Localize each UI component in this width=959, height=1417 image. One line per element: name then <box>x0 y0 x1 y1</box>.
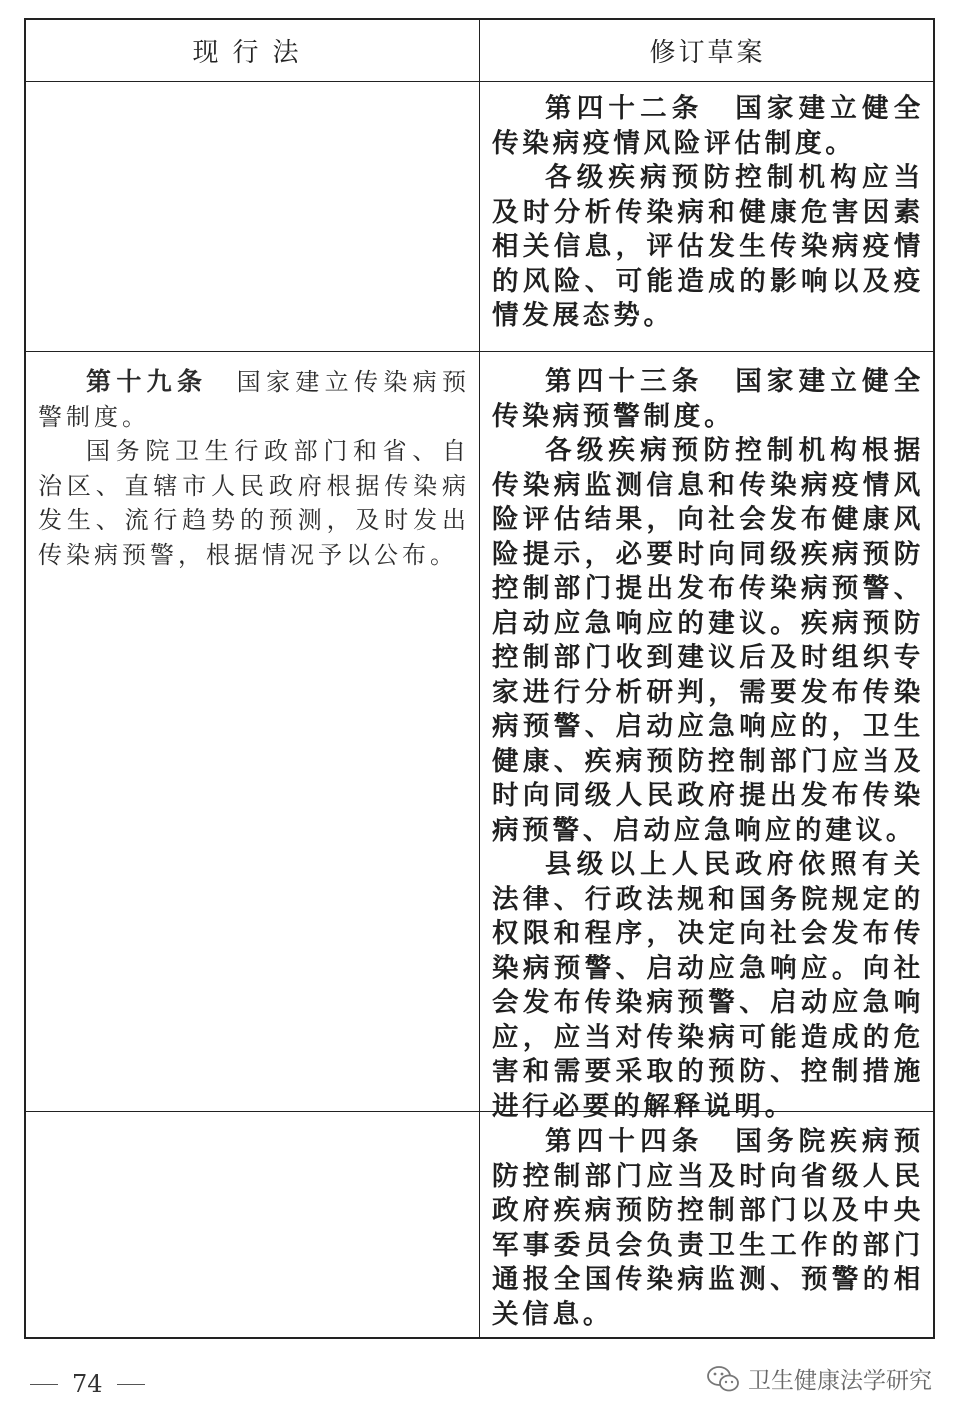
draft-paragraph: 各级疾病预防控制机构应当及时分析传染病和健康危害因素相关信息，评估发生传染病疫情的风险、可能造成的影响以及疫情发展态势。 <box>492 162 924 331</box>
current-law-paragraph: 国务院卫生行政部门和省、自治区、直辖市人民政府根据传染病发生、流行趋势的预测，及时发出传染病预警，根据情况予以公布。 <box>38 437 470 569</box>
row-divider <box>26 351 933 352</box>
header-current-law: 现行法 <box>192 38 313 68</box>
column-divider <box>479 20 480 1337</box>
article-number: 第十九条 <box>86 367 208 396</box>
watermark <box>706 1362 932 1395</box>
header-draft: 修订草案 <box>649 38 766 68</box>
current-law-paragraph <box>38 365 470 434</box>
row-divider <box>26 81 933 82</box>
comparison-table <box>24 18 935 1339</box>
footer-dash <box>117 1384 145 1385</box>
draft-paragraph: 各级疾病预防控制机构根据传染病监测信息和传染病疫情风险评估结果，向社会发布健康风险提示，必要时向同级疾病预防控制部门提出发布传染病预警、启动应急响应的建议。疾病预防控制部门收到建议后及时组织专家进行分析研判，需要发布传染病预警、启动应急响应的，卫生健康、疾病预防控制部门应当及时向同级人民政府提出发布传染病预警、启动应急响应的建议。 <box>492 435 924 846</box>
wechat-icon <box>706 1364 740 1394</box>
current-law-cell-row2 <box>38 365 470 572</box>
draft-cell-row2 <box>492 365 924 1124</box>
page-footer <box>30 1370 145 1398</box>
draft-cell-row3 <box>492 1125 924 1332</box>
draft-paragraph: 县级以上人民政府依照有关法律、行政法规和国务院规定的权限和程序，决定向社会发布传染病预警、启动应急响应。向社会发布传染病预警、启动应急响应，应当对传染病可能造成的危害和需要采取的预防、控制措施进行必要的解释说明。 <box>492 849 924 1122</box>
footer-dash <box>30 1384 58 1385</box>
page-number: 74 <box>72 1370 103 1398</box>
watermark-text: 卫生健康法学研究 <box>748 1368 932 1394</box>
draft-paragraph: 第四十二条 国家建立健全传染病疫情风险评估制度。 <box>492 93 924 159</box>
draft-paragraph: 第四十四条 国务院疾病预防控制部门应当及时向省级人民政府疾病预防控制部门以及中央军事委员会负责卫生工作的部门通报全国传染病监测、预警的相关信息。 <box>492 1126 924 1330</box>
draft-paragraph: 第四十三条 国家建立健全传染病预警制度。 <box>492 366 924 432</box>
draft-cell-row1 <box>492 92 924 334</box>
article-text: 国家建立传染病预警制度。 <box>38 368 470 431</box>
